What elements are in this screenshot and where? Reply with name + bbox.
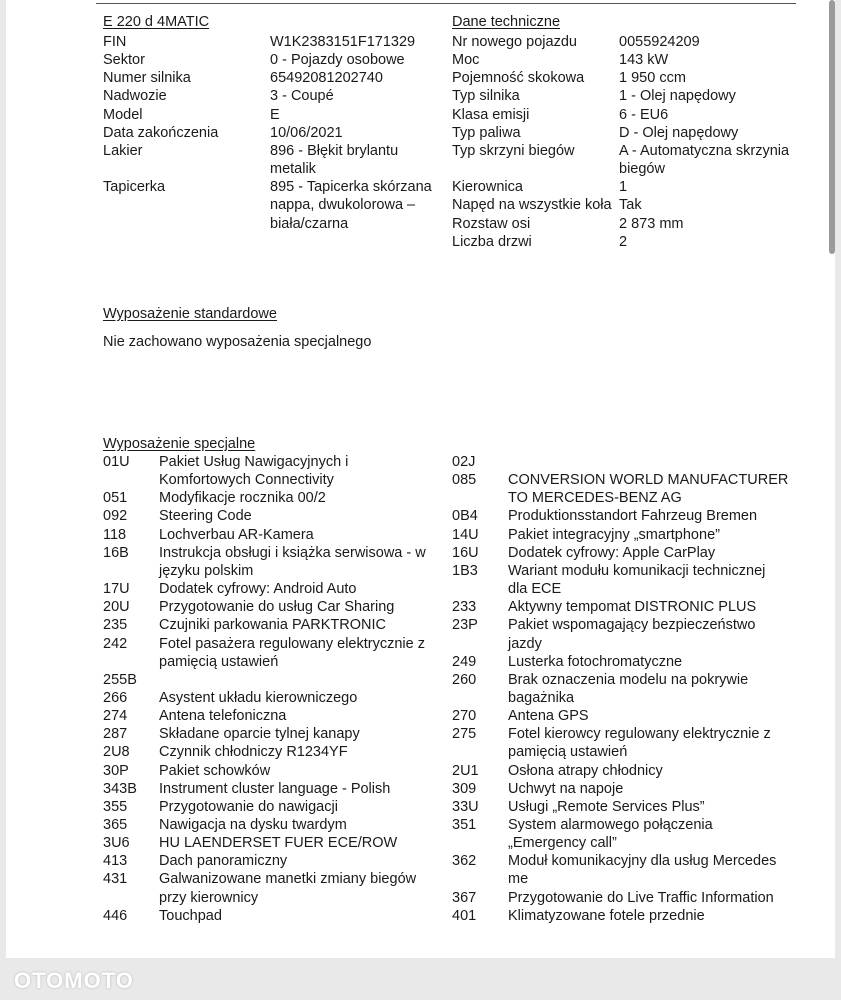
equipment-description: Przygotowanie do nawigacji xyxy=(159,798,338,815)
technical-field-label: Kierownica xyxy=(452,179,523,196)
equipment-description: Dodatek cyfrowy: Android Auto xyxy=(159,581,357,598)
equipment-code: 02J xyxy=(452,454,476,470)
equipment-description: pamięcią ustawień xyxy=(159,653,279,670)
equipment-description: przy kierownicy xyxy=(159,889,259,906)
vehicle-field-value: 65492081202740 xyxy=(270,70,383,87)
equipment-description: Czujniki parkowania PARKTRONIC xyxy=(159,617,386,634)
equipment-description: bagażnika xyxy=(508,689,575,706)
equipment-code: 01U xyxy=(103,454,130,470)
equipment-description: TO MERCEDES-BENZ AG xyxy=(508,490,682,507)
equipment-description: Antena telefoniczna xyxy=(159,708,287,725)
technical-field-value: Tak xyxy=(619,197,642,214)
equipment-description: Instrukcja obsługi i książka serwisowa - w xyxy=(159,544,426,561)
equipment-code: 401 xyxy=(452,907,477,924)
vehicle-field-label: Data zakończenia xyxy=(103,124,219,141)
vehicle-title: E 220 d 4MATIC xyxy=(103,14,210,30)
equipment-code: 16B xyxy=(103,544,129,561)
equipment-code: 365 xyxy=(103,817,128,833)
equipment-description: pamięcią ustawień xyxy=(508,744,628,761)
equipment-code: 235 xyxy=(103,617,128,634)
equipment-code: 362 xyxy=(452,853,477,870)
technical-field-label: Typ paliwa xyxy=(452,124,521,141)
equipment-description: Pakiet wspomagający bezpieczeństwo xyxy=(508,617,756,634)
scrollbar[interactable] xyxy=(829,0,835,254)
equipment-description: Pakiet Usług Nawigacyjnych i xyxy=(159,454,349,470)
technical-field-label: Typ skrzyni biegów xyxy=(452,142,575,159)
equipment-code: 287 xyxy=(103,726,128,743)
vehicle-field-label: FIN xyxy=(103,34,127,50)
equipment-code: 266 xyxy=(103,689,128,706)
equipment-code: 275 xyxy=(452,726,477,743)
technical-field-value: biegów xyxy=(619,161,665,178)
technical-field-value: 143 kW xyxy=(619,52,669,69)
vehicle-field-label: Sektor xyxy=(103,52,145,69)
equipment-description: Klimatyzowane fotele przednie xyxy=(508,907,705,924)
equipment-description: Usługi „Remote Services Plus” xyxy=(508,798,705,815)
special-equipment-title: Wyposażenie specjalne xyxy=(103,436,256,452)
equipment-description: języku polskim xyxy=(159,562,254,579)
equipment-code: 249 xyxy=(452,653,477,670)
equipment-description: Brak oznaczenia modelu na pokrywie xyxy=(508,671,749,688)
equipment-description: Asystent układu kierowniczego xyxy=(159,689,358,706)
equipment-description: Czynnik chłodniczy R1234YF xyxy=(159,744,348,761)
equipment-description: Antena GPS xyxy=(508,708,589,725)
technical-title: Dane techniczne xyxy=(452,14,561,30)
technical-field-label: Moc xyxy=(452,52,480,69)
equipment-code: 0B4 xyxy=(452,508,478,525)
vehicle-field-value: 0 - Pojazdy osobowe xyxy=(270,52,405,69)
vehicle-field-value: 895 - Tapicerka skórzana xyxy=(270,179,432,196)
equipment-code: 355 xyxy=(103,798,128,815)
equipment-code: 270 xyxy=(452,708,477,725)
technical-field-label: Liczba drzwi xyxy=(452,233,532,250)
equipment-code: 260 xyxy=(452,671,477,688)
top-divider xyxy=(96,3,796,4)
equipment-description: Uchwyt na napoje xyxy=(508,780,624,797)
technical-field-value: 1 950 ccm xyxy=(619,70,686,87)
equipment-description: Pakiet schowków xyxy=(159,762,271,779)
technical-field-label: Typ silnika xyxy=(452,88,520,105)
equipment-code: 446 xyxy=(103,907,128,924)
technical-field-label: Napęd na wszystkie koła xyxy=(452,197,612,214)
equipment-code: 242 xyxy=(103,635,128,652)
equipment-description: Dodatek cyfrowy: Apple CarPlay xyxy=(508,544,716,561)
equipment-code: 351 xyxy=(452,817,477,833)
equipment-code: 17U xyxy=(103,581,130,598)
equipment-code: 1B3 xyxy=(452,562,478,579)
vehicle-field-value: nappa, dwukolorowa – xyxy=(270,197,416,214)
equipment-code: 2U8 xyxy=(103,744,130,761)
equipment-code: 2U1 xyxy=(452,762,479,779)
otomoto-watermark: OTOMOTO xyxy=(14,968,134,993)
equipment-code: 16U xyxy=(452,544,479,561)
equipment-description: Touchpad xyxy=(159,907,222,924)
equipment-code: 431 xyxy=(103,871,128,888)
vehicle-field-value: metalik xyxy=(270,161,316,178)
vehicle-field-value: E xyxy=(270,106,280,123)
equipment-description: Fotel kierowcy regulowany elektrycznie z xyxy=(508,726,771,743)
equipment-description: Aktywny tempomat DISTRONIC PLUS xyxy=(508,599,757,616)
equipment-description: Instrument cluster language - Polish xyxy=(159,780,391,797)
equipment-description: dla ECE xyxy=(508,581,562,598)
equipment-description: Wariant modułu komunikacji technicznej xyxy=(508,562,766,579)
equipment-description: „Emergency call” xyxy=(508,835,617,852)
equipment-code: 085 xyxy=(452,472,477,489)
equipment-description: Dach panoramiczny xyxy=(159,853,288,870)
technical-field-value: 1 xyxy=(619,179,628,196)
technical-field-value: 0055924209 xyxy=(619,34,700,50)
equipment-code: 118 xyxy=(103,526,127,543)
equipment-description: Lochverbau AR-Kamera xyxy=(159,526,314,543)
equipment-code: 3U6 xyxy=(103,835,130,852)
vehicle-field-label: Lakier xyxy=(103,142,143,159)
technical-field-value: 2 xyxy=(619,233,628,250)
equipment-code: 255B xyxy=(103,671,137,688)
vehicle-field-value: 3 - Coupé xyxy=(270,88,334,105)
equipment-description: Przygotowanie do Live Traffic Information xyxy=(508,889,774,906)
technical-field-value: A - Automatyczna skrzynia xyxy=(619,142,790,159)
equipment-code: 367 xyxy=(452,889,477,906)
equipment-description: Przygotowanie do usług Car Sharing xyxy=(159,599,395,616)
technical-field-value: 2 873 mm xyxy=(619,215,684,232)
equipment-description: Nawigacja na dysku twardym xyxy=(159,817,347,833)
equipment-code: 14U xyxy=(452,526,479,543)
technical-field-label: Pojemność skokowa xyxy=(452,70,585,87)
technical-field-value: 6 - EU6 xyxy=(619,106,669,123)
vehicle-field-label: Tapicerka xyxy=(103,179,166,196)
equipment-code: 092 xyxy=(103,508,128,525)
equipment-code: 20U xyxy=(103,599,130,616)
technical-field-label: Nr nowego pojazdu xyxy=(452,34,577,50)
technical-field-label: Rozstaw osi xyxy=(452,215,531,232)
equipment-description: Pakiet integracyjny „smartphone” xyxy=(508,526,720,543)
vehicle-field-label: Nadwozie xyxy=(103,88,167,105)
equipment-description: Galwanizowane manetki zmiany biegów xyxy=(159,871,417,888)
equipment-code: 343B xyxy=(103,780,137,797)
equipment-description: Osłona atrapy chłodnicy xyxy=(508,762,663,779)
equipment-description: Składane oparcie tylnej kanapy xyxy=(159,726,360,743)
equipment-description: Lusterka fotochromatyczne xyxy=(508,653,683,670)
technical-field-label: Klasa emisji xyxy=(452,106,530,123)
equipment-description: Komfortowych Connectivity xyxy=(159,472,334,489)
equipment-description: CONVERSION WORLD MANUFACTURER xyxy=(508,472,789,489)
equipment-description: Fotel pasażera regulowany elektrycznie z xyxy=(159,635,425,652)
standard-equipment-title: Wyposażenie standardowe xyxy=(103,306,277,322)
vehicle-field-value: biała/czarna xyxy=(270,215,349,232)
equipment-description: me xyxy=(508,871,529,888)
equipment-code: 274 xyxy=(103,708,128,725)
equipment-description: Steering Code xyxy=(159,508,252,525)
equipment-description: HU LAENDERSET FUER ECE/ROW xyxy=(159,835,398,852)
vehicle-field-value: 10/06/2021 xyxy=(270,124,343,141)
equipment-code: 30P xyxy=(103,762,129,779)
equipment-description: System alarmowego połączenia xyxy=(508,817,713,833)
technical-field-value: D - Olej napędowy xyxy=(619,124,739,141)
equipment-code: 23P xyxy=(452,617,478,634)
vehicle-field-label: Numer silnika xyxy=(103,70,191,87)
equipment-description: jazdy xyxy=(508,635,542,652)
equipment-code: 309 xyxy=(452,780,477,797)
vehicle-field-value: W1K2383151F171329 xyxy=(270,34,416,50)
equipment-code: 33U xyxy=(452,798,479,815)
equipment-code: 051 xyxy=(103,490,128,507)
equipment-code: 233 xyxy=(452,599,477,616)
equipment-description: Moduł komunikacyjny dla usług Mercedes xyxy=(508,853,777,870)
equipment-description: Modyfikacje rocznika 00/2 xyxy=(159,490,326,507)
technical-field-value: 1 - Olej napędowy xyxy=(619,88,736,105)
vehicle-field-label: Model xyxy=(103,106,143,123)
equipment-code: 413 xyxy=(103,853,128,870)
vehicle-field-value: 896 - Błękit brylantu xyxy=(270,142,399,159)
equipment-description: Produktionsstandort Fahrzeug Bremen xyxy=(508,508,758,525)
standard-equipment-text: Nie zachowano wyposażenia specjalnego xyxy=(103,334,372,350)
